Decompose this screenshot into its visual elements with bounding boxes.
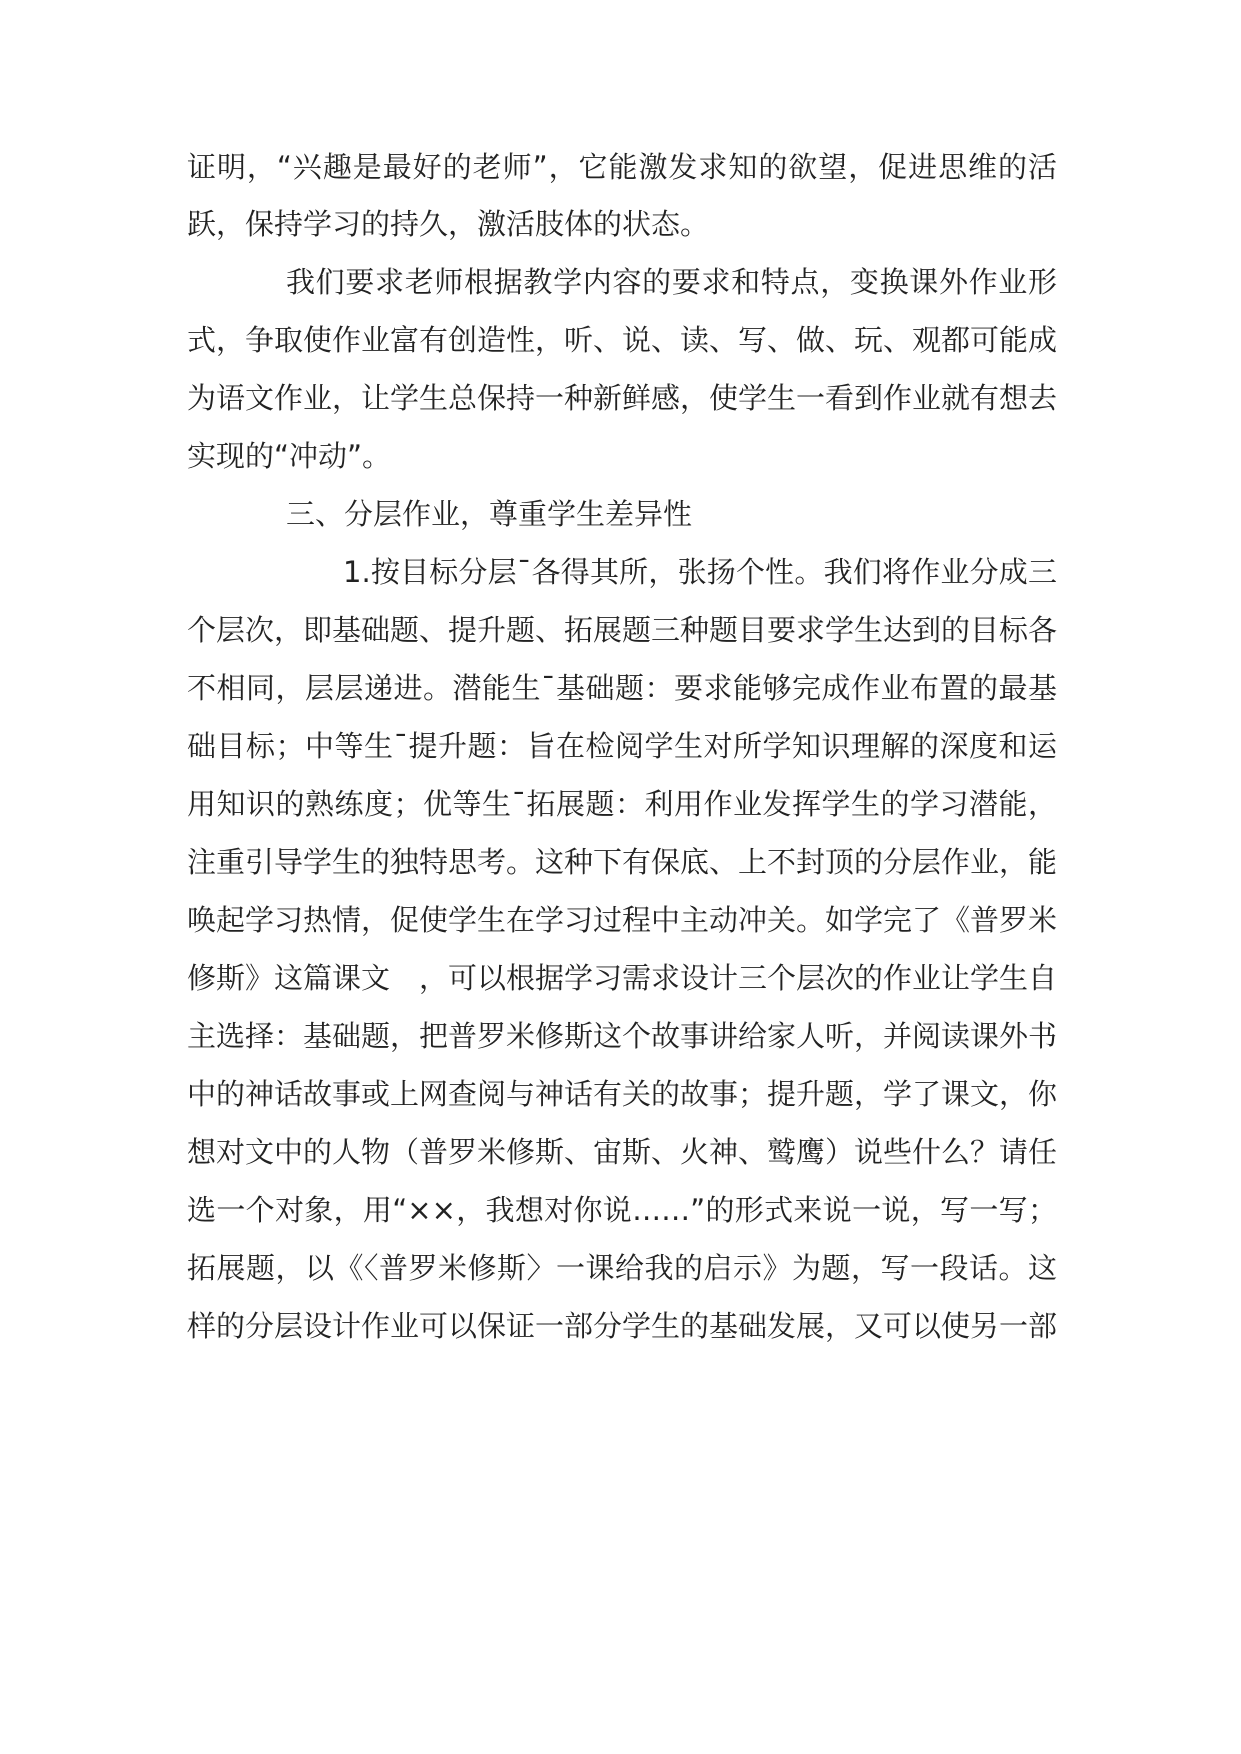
- text-line: 拓展题，以《〈普罗米修斯〉一课给我的启示》为题，写一段话。这: [187, 1251, 1057, 1285]
- paragraph-start-line: 1.按目标分层¯各得其所，张扬个性。我们将作业分成三: [343, 555, 1057, 589]
- text-line: 中的神话故事或上网查阅与神话有关的故事；提升题，学了课文，你: [187, 1077, 1057, 1111]
- text-line: 不相同，层层递进。潜能生¯基础题：要求能够完成作业布置的最基: [187, 671, 1057, 705]
- text-line: 想对文中的人物（普罗米修斯、宙斯、火神、鹫鹰）说些什么？请任: [187, 1135, 1057, 1169]
- text-line: 个层次，即基础题、提升题、拓展题三种题目要求学生达到的目标各: [187, 613, 1057, 647]
- text-line: 样的分层设计作业可以保证一部分学生的基础发展，又可以使另一部: [187, 1309, 1057, 1343]
- text-line: 选一个对象，用“××，我想对你说……”的形式来说一说，写一写；: [187, 1193, 1057, 1227]
- paragraph-start-line: 我们要求老师根据教学内容的要求和特点，变换课外作业形: [286, 265, 1057, 299]
- text-line: 为语文作业，让学生总保持一种新鲜感，使学生一看到作业就有想去: [187, 381, 1057, 415]
- text-line: 跃，保持学习的持久，激活肢体的状态。: [187, 207, 710, 241]
- text-line: 实现的“冲动”。: [187, 439, 392, 473]
- text-line: 证明，“兴趣是最好的老师”，它能激发求知的欲望，促进思维的活: [187, 150, 1057, 184]
- text-line: 修斯》这篇课文 ，可以根据学习需求设计三个层次的作业让学生自: [187, 961, 1057, 995]
- text-line: 用知识的熟练度；优等生¯拓展题：利用作业发挥学生的学习潜能，: [187, 787, 1057, 821]
- text-line: 式，争取使作业富有创造性，听、说、读、写、做、玩、观都可能成: [187, 323, 1057, 357]
- text-line: 主选择：基础题，把普罗米修斯这个故事讲给家人听，并阅读课外书: [187, 1019, 1057, 1053]
- text-line: 注重引导学生的独特思考。这种下有保底、上不封顶的分层作业，能: [187, 845, 1057, 879]
- text-line: 础目标；中等生¯提升题：旨在检阅学生对所学知识理解的深度和运: [187, 729, 1057, 763]
- text-line: 唤起学习热情，促使学生在学习过程中主动冲关。如学完了《普罗米: [187, 903, 1057, 937]
- section-heading: 三、分层作业，尊重学生差异性: [286, 497, 693, 531]
